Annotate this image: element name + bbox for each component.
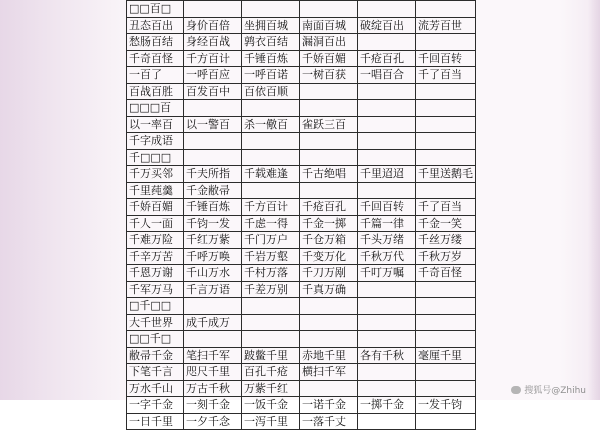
- table-cell: 千锤百炼: [242, 50, 300, 67]
- table-row: [127, 248, 476, 265]
- table-row: [127, 182, 476, 199]
- table-cell: 一呼百诺: [242, 67, 300, 84]
- table-cell: [416, 314, 476, 331]
- table-cell: [300, 182, 358, 199]
- table-cell: 赤地千里: [300, 347, 358, 364]
- table-cell: [300, 298, 358, 315]
- table-cell: 百发百中: [184, 83, 242, 100]
- table-cell: [416, 182, 476, 199]
- table-cell: 成千成万: [184, 314, 242, 331]
- table-cell: [300, 100, 358, 117]
- idiom-table: [126, 0, 476, 430]
- table-cell: [358, 182, 416, 199]
- table-cell: 千回百转: [416, 50, 476, 67]
- table-row: [127, 199, 476, 216]
- table-row: [127, 298, 476, 315]
- table-cell: □千□□: [127, 298, 184, 315]
- table-cell: 各有千秋: [358, 347, 416, 364]
- table-row: [127, 413, 476, 430]
- table-cell: 千山万水: [184, 265, 242, 282]
- table-cell: [242, 298, 300, 315]
- table-cell: 一诺千金: [300, 397, 358, 414]
- table-cell: [358, 281, 416, 298]
- table-cell: [184, 133, 242, 150]
- table-cell: [358, 34, 416, 51]
- table-cell: 千古绝唱: [300, 166, 358, 183]
- table-cell: 万古千秋: [184, 380, 242, 397]
- table-cell: 千辛万苦: [127, 248, 184, 265]
- table-cell: [416, 1, 476, 18]
- table-cell: [184, 1, 242, 18]
- watermark: [511, 383, 586, 396]
- table-cell: 千村万落: [242, 265, 300, 282]
- table-cell: [242, 100, 300, 117]
- table-cell: 千岩万壑: [242, 248, 300, 265]
- table-cell: 千金一笑: [416, 215, 476, 232]
- table-cell: [300, 1, 358, 18]
- table-cell: 千军万马: [127, 281, 184, 298]
- table-cell: 一落千丈: [300, 413, 358, 430]
- table-cell: 横扫千军: [300, 364, 358, 381]
- table-cell: 千□□□: [127, 149, 184, 166]
- table-cell: [184, 149, 242, 166]
- table-row: [127, 364, 476, 381]
- table-cell: □□千□: [127, 331, 184, 348]
- table-row: [127, 281, 476, 298]
- table-cell: 跛鳖千里: [242, 347, 300, 364]
- table-cell: 千钧一发: [184, 215, 242, 232]
- table-cell: 千刀万剐: [300, 265, 358, 282]
- table-row: [127, 17, 476, 34]
- table-cell: [416, 281, 476, 298]
- table-cell: 千里送鹅毛: [416, 166, 476, 183]
- table-cell: [358, 380, 416, 397]
- table-cell: 雀跃三百: [300, 116, 358, 133]
- table-cell: [358, 133, 416, 150]
- table-cell: 千夫所指: [184, 166, 242, 183]
- table-cell: [242, 182, 300, 199]
- table-cell: 鹑衣百结: [242, 34, 300, 51]
- table-cell: [300, 380, 358, 397]
- table-cell: 千疮百孔: [300, 199, 358, 216]
- table-cell: [416, 100, 476, 117]
- table-cell: 千门万户: [242, 232, 300, 249]
- table-cell: 一夕千念: [184, 413, 242, 430]
- table-cell: 千虑一得: [242, 215, 300, 232]
- table-cell: [358, 364, 416, 381]
- table-cell: 千了百当: [416, 67, 476, 84]
- table-cell: 漏洞百出: [300, 34, 358, 51]
- table-cell: [416, 34, 476, 51]
- table-cell: 千真万确: [300, 281, 358, 298]
- table-cell: 大千世界: [127, 314, 184, 331]
- table-cell: [358, 116, 416, 133]
- table-row: [127, 265, 476, 282]
- table-cell: □□□百: [127, 100, 184, 117]
- table-cell: 以一警百: [184, 116, 242, 133]
- table-cell: 咫尺千里: [184, 364, 242, 381]
- table-cell: [358, 149, 416, 166]
- table-cell: 千人一面: [127, 215, 184, 232]
- watermark-text: 搜狐号@Zhihu: [524, 386, 586, 396]
- table-cell: 千奇百怪: [127, 50, 184, 67]
- table-cell: 千难万险: [127, 232, 184, 249]
- table-cell: [300, 314, 358, 331]
- table-cell: 百依百顺: [242, 83, 300, 100]
- table-row: [127, 67, 476, 84]
- table-cell: [242, 149, 300, 166]
- table-cell: [416, 116, 476, 133]
- table-cell: 下笔千言: [127, 364, 184, 381]
- table-cell: 敝帚千金: [127, 347, 184, 364]
- table-cell: 一掷千金: [358, 397, 416, 414]
- table-row: [127, 50, 476, 67]
- table-cell: 千差万别: [242, 281, 300, 298]
- table-cell: [416, 380, 476, 397]
- table-cell: 千金敝帚: [184, 182, 242, 199]
- table-cell: [358, 100, 416, 117]
- table-cell: 千红万紫: [184, 232, 242, 249]
- right-shadow-band: [588, 0, 600, 400]
- table-cell: [300, 133, 358, 150]
- table-cell: 千里迢迢: [358, 166, 416, 183]
- table-cell: 千娇百媚: [300, 50, 358, 67]
- table-cell: [358, 298, 416, 315]
- table-row: [127, 331, 476, 348]
- table-cell: 身经百战: [184, 34, 242, 51]
- table-cell: [184, 100, 242, 117]
- table-cell: 南面百城: [300, 17, 358, 34]
- table-cell: 身价百倍: [184, 17, 242, 34]
- table-cell: 千娇百媚: [127, 199, 184, 216]
- table-row: [127, 347, 476, 364]
- table-cell: 一泻千里: [242, 413, 300, 430]
- table-cell: □□百□: [127, 1, 184, 18]
- table-row: [127, 397, 476, 414]
- table-row: [127, 232, 476, 249]
- table-cell: [300, 149, 358, 166]
- table-cell: 一呼百应: [184, 67, 242, 84]
- table-cell: 千金一掷: [300, 215, 358, 232]
- table-row: [127, 34, 476, 51]
- table-cell: [416, 331, 476, 348]
- table-cell: 千秋万代: [358, 248, 416, 265]
- table-row: [127, 1, 476, 18]
- table-cell: [242, 133, 300, 150]
- chat-bubble-icon: [511, 386, 521, 394]
- table-cell: [300, 83, 358, 100]
- table-cell: 毫厘千里: [416, 347, 476, 364]
- table-cell: [358, 331, 416, 348]
- table-cell: 百战百胜: [127, 83, 184, 100]
- table-cell: [242, 1, 300, 18]
- table-row: [127, 314, 476, 331]
- table-cell: 一刻千金: [184, 397, 242, 414]
- table-row: [127, 133, 476, 150]
- table-cell: 丑态百出: [127, 17, 184, 34]
- table-cell: 千丝万缕: [416, 232, 476, 249]
- table-row: [127, 83, 476, 100]
- table-cell: 千恩万谢: [127, 265, 184, 282]
- table-cell: 万紫千红: [242, 380, 300, 397]
- table-cell: 一发千钧: [416, 397, 476, 414]
- table-cell: [416, 133, 476, 150]
- table-cell: [184, 331, 242, 348]
- table-cell: [358, 314, 416, 331]
- table-cell: [416, 413, 476, 430]
- table-cell: 笔扫千军: [184, 347, 242, 364]
- table-cell: [358, 1, 416, 18]
- table-cell: [242, 314, 300, 331]
- table-row: [127, 116, 476, 133]
- table-cell: 破绽百出: [358, 17, 416, 34]
- table-cell: 千秋万岁: [416, 248, 476, 265]
- table-cell: 千里莼羹: [127, 182, 184, 199]
- table-cell: 一唱百合: [358, 67, 416, 84]
- table-cell: 千言万语: [184, 281, 242, 298]
- table-cell: 愁肠百结: [127, 34, 184, 51]
- table-cell: 千字成语: [127, 133, 184, 150]
- table-cell: 万水千山: [127, 380, 184, 397]
- table-cell: 一饭千金: [242, 397, 300, 414]
- table-cell: 千篇一律: [358, 215, 416, 232]
- idiom-table-body: [127, 1, 476, 430]
- table-cell: 百孔千疮: [242, 364, 300, 381]
- table-cell: 千回百转: [358, 199, 416, 216]
- table-cell: 以一率百: [127, 116, 184, 133]
- table-cell: 千变万化: [300, 248, 358, 265]
- table-cell: 千锤百炼: [184, 199, 242, 216]
- table-cell: 一树百获: [300, 67, 358, 84]
- table-cell: 一字千金: [127, 397, 184, 414]
- table-row: [127, 149, 476, 166]
- table-cell: 一日千里: [127, 413, 184, 430]
- table-cell: 千方百计: [242, 199, 300, 216]
- table-cell: 一百了: [127, 67, 184, 84]
- table-row: [127, 380, 476, 397]
- table-cell: 坐拥百城: [242, 17, 300, 34]
- table-cell: [184, 298, 242, 315]
- table-cell: 千奇百怪: [416, 265, 476, 282]
- table-cell: 千方百计: [184, 50, 242, 67]
- table-cell: [416, 149, 476, 166]
- table-cell: 流芳百世: [416, 17, 476, 34]
- left-shadow-band: [0, 0, 128, 400]
- table-cell: 千了百当: [416, 199, 476, 216]
- table-cell: 杀一儆百: [242, 116, 300, 133]
- table-cell: 千头万绪: [358, 232, 416, 249]
- table-row: [127, 166, 476, 183]
- table-cell: [416, 364, 476, 381]
- table-cell: 千叮万嘱: [358, 265, 416, 282]
- table-cell: [416, 298, 476, 315]
- table-cell: 千万买邻: [127, 166, 184, 183]
- table-cell: 千载难逢: [242, 166, 300, 183]
- table-cell: 千疮百孔: [358, 50, 416, 67]
- table-cell: [300, 331, 358, 348]
- table-row: [127, 215, 476, 232]
- table-cell: 千仓万箱: [300, 232, 358, 249]
- table-cell: [358, 413, 416, 430]
- table-row: [127, 100, 476, 117]
- table-cell: 千呼万唤: [184, 248, 242, 265]
- table-cell: [358, 83, 416, 100]
- table-cell: [242, 331, 300, 348]
- table-cell: [416, 83, 476, 100]
